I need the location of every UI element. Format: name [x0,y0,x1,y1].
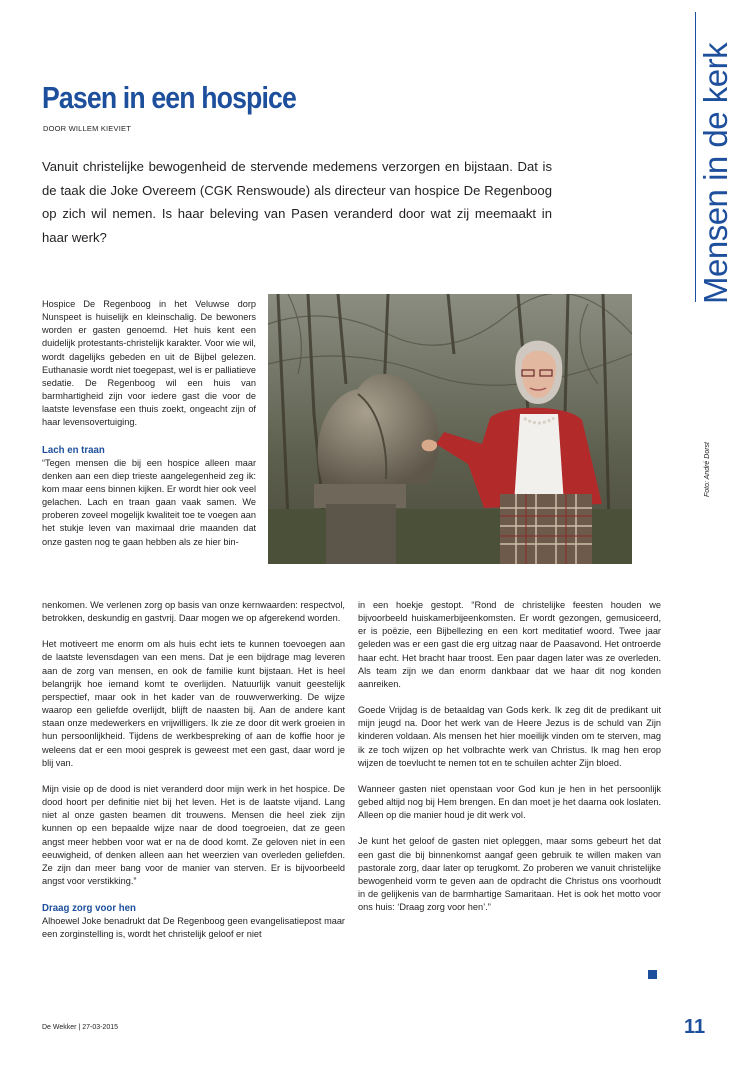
footer-source: De Wekker | 27-03-2015 [42,1024,119,1031]
paragraph: Mijn visie op de dood is niet veranderd door mijn werk in het hospice. De dood hoort per definitie niet bij het leven. Het is de laatste vijand. Lang niet al onze gasten beamen dit trouwens. Mensen die heel ziek zijn kunnen op een bepaalde wijze naar de dood toegroeien, dat ze geen angst meer hebben voor wat er na de dood komt. Ze geloven niet in een eeuwigheid, of denken alleen aan het weerzien van overleden geliefden. Ze zijn dan meer bang voor de manier van sterven. Er is bijvoorbeeld angst voor verstikking.” [42,783,345,886]
paragraph: in een hoekje gestopt. “Rond de christelijke feesten houden we bijvoorbeeld huiskamerbijeenkomsten. Er wordt gezongen, gemusiceerd, er is poëzie, een Bijbellezing en een kort meditatief woord. Twee jaar geleden was er een gast die erg uitzag naar de Paasavond. Het ontroerde haar echt. Het bracht haar troost. Een paar dagen later was ze overleden. Als team zijn we dan enorm dankbaar dat we haar dit nog konden aanreiken. [358,600,661,689]
page-number: 11 [684,1016,706,1038]
article-title: Pasen in een hospice [42,80,296,115]
byline: DOOR WILLEM KIEVIET [43,124,131,133]
column-right [358,599,661,914]
photo-credit: Foto: André Dorst [704,442,711,497]
section-rule [695,12,696,302]
paragraph: nenkomen. We verlenen zorg op basis van onze kernwaarden: respectvol, betrokken, deskundig en gastvrij. Daar mogen we op afgerekend worden. [42,600,345,624]
column-left-top [42,298,256,549]
paragraph: Goede Vrijdag is de betaaldag van Gods kerk. Ik zeg dit de predikant uit mijn jeugd na. Door het werk van de Heere Jezus is de schuld van Zijn kinderen voldaan. Als mensen het hier moeilijk vinden om te sterven, mag ik ze toch wijzen op het volbrachte werk van Christus. Ik mag hen erop wijzen de toevlucht te nemen tot en te schuilen achter Zijn bloed. [358,705,661,768]
article-intro: Vanuit christelijke bewogenheid de stervende medemens verzorgen en bijstaan. Dat is de taak die Joke Overeem (CGK Renswoude) als directeur van hospice De Regenboog op zich wil nemen. Is haar beleving van Pasen veranderd door wat zij meemaakt in haar werk? [42,159,552,245]
subheading-draag-zorg: Draag zorg voor hen [42,902,136,915]
subheading-lach-en-traan: Lach en traan [42,443,105,456]
end-of-article-square [648,970,657,979]
paragraph: Je kunt het geloof de gasten niet opleggen, maar soms gebeurt het dat een gast die bij binnenkomst aangaf geen gebruik te willen maken van pastorale zorg, daar later op terugkomt. Zo proberen we vanuit christelijke bewogenheid vorm te geven aan de opdracht die Christus ons voorhoudt in de gelijkenis van de barmhartige Samaritaan. Het is ook het motto voor ons huis: ‘Draag zorg voor hen’.” [358,836,661,913]
paragraph: “Tegen mensen die bij een hospice alleen maar denken aan een diep trieste aangelegenheid zeg ik: kom maar eens binnen kijken. Er wordt hier ook veel gelachen. Lach en traan gaan vaak samen. We proberen zoveel mogelijk kwaliteit toe te voegen aan het stukje leven van maximaal drie maanden dat onze gasten nog te gaan hebben als ze hier bin- [42,457,256,547]
paragraph: Hospice De Regenboog in het Veluwse dorp Nunspeet is huiselijk en kleinschalig. De bewoners worden er gasten genoemd. Het huis kent een duidelijk protestants-christelijk karakter. Voor wie wil, wordt dagelijks gebeden en uit de Bijbel gelezen. Euthanasie wordt niet toegepast, wel is er palliatieve sedatie. De Regenboog wil een huis van barmhartigheid zijn voor iedere gast die voor de laatste levensfase een thuis zoekt, ongeacht zijn of haar levensovertuiging. [42,299,256,428]
paragraph: Alhoewel Joke benadrukt dat De Regenboog geen evangelisatiepost maar een zorginstelling is, wordt het christelijk geloof er niet [42,916,345,940]
paragraph: Het motiveert me enorm om als huis echt iets te kunnen toevoegen aan de laatste levensdagen van een mens. Dat je een bijdrage mag leveren aan de zorg van mensen, en ook de familie kunt bijstaan. Het is heel belangrijk hoe iemand komt te overlijden. Natuurlijk vanuit geestelijk perspectief, maar ook in het kader van de rouwverwerking. De wijze waarop een geliefde overlijdt, blijft de naasten bij. Aan de andere kant staan onze medewerkers en vrijwilligers. Ik zie ze door dit werk groeien in hun persoonlijkheid. Tijdens de werkbespreking of aan de koffie hoor je weleens dat er een mooi gesprek is geweest met een gast, daar word je blij van. [42,639,345,768]
column-left-bottom [42,599,345,941]
portrait-photo [268,294,632,564]
paragraph: Wanneer gasten niet openstaan voor God kun je hen in het persoonlijk gebed altijd nog bij Hem brengen. En dan moet je het daarna ook loslaten. Alleen op die manier houd je dit werk vol. [358,783,661,821]
section-label: Mensen in de kerk [697,42,734,304]
